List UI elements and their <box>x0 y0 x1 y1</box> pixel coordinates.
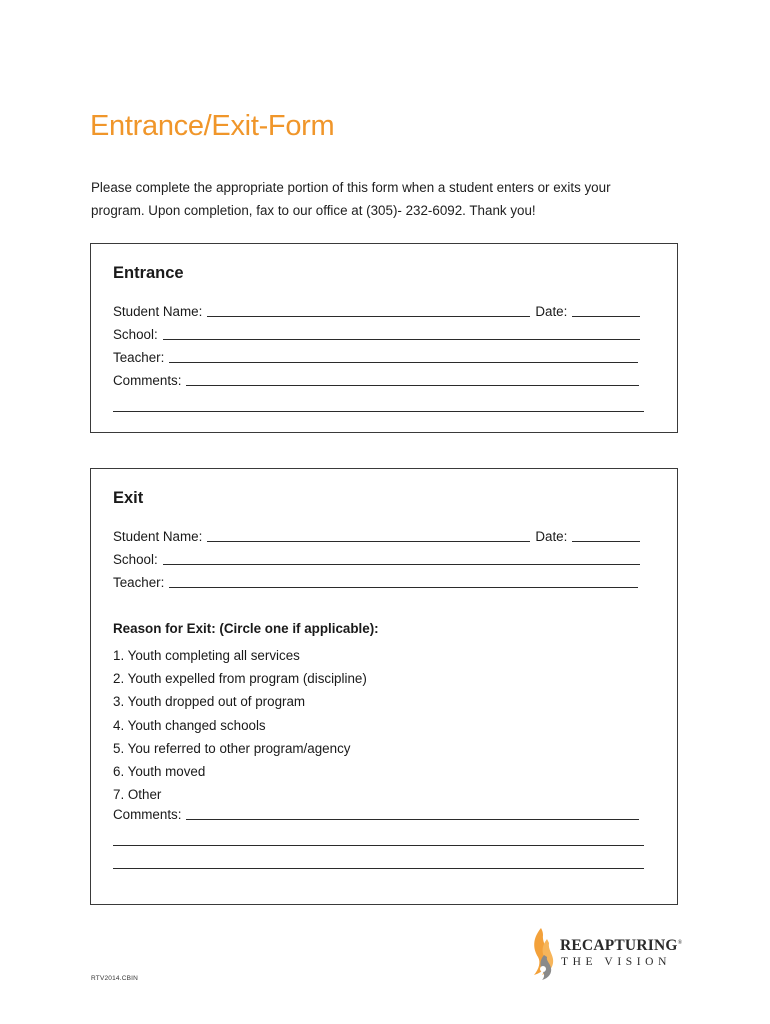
reason-list <box>113 644 367 806</box>
entrance-comments-row <box>113 371 639 389</box>
comments-field[interactable] <box>186 385 639 386</box>
student-name-label: Student Name: <box>113 529 203 544</box>
entrance-section <box>90 243 678 433</box>
student-name-label: Student Name: <box>113 304 203 319</box>
logo-line-1: RECAPTURING <box>560 937 678 954</box>
reason-option[interactable]: 6. Youth moved <box>113 763 206 779</box>
intro-line-1: Please complete the appropriate portion of this form when a student enters or exits your <box>91 180 611 195</box>
school-label: School: <box>113 552 158 567</box>
reason-option[interactable]: 5. You referred to other program/agency <box>113 740 351 756</box>
comments-extra-line[interactable] <box>113 845 644 846</box>
comments-label: Comments: <box>113 807 182 822</box>
logo-line-2: THE VISION <box>561 956 671 968</box>
date-label: Date: <box>535 529 568 544</box>
exit-comments-row <box>113 805 639 823</box>
school-field[interactable] <box>163 564 640 565</box>
teacher-field[interactable] <box>169 587 638 588</box>
logo-wordmark <box>560 937 682 955</box>
exit-teacher-row <box>113 573 638 591</box>
entrance-heading: Entrance <box>113 264 184 282</box>
comments-label: Comments: <box>113 373 182 388</box>
comments-field[interactable] <box>186 819 639 820</box>
exit-school-row <box>113 550 640 568</box>
comments-extra-line[interactable] <box>113 411 644 412</box>
exit-section <box>90 468 678 905</box>
exit-student-name-row <box>113 527 640 545</box>
student-name-field[interactable] <box>207 316 530 317</box>
reason-option[interactable]: 3. Youth dropped out of program <box>113 694 306 710</box>
reason-option[interactable]: 7. Other <box>113 787 162 803</box>
school-label: School: <box>113 327 158 342</box>
reason-option[interactable]: 2. Youth expelled from program (discipline) <box>113 671 367 687</box>
page-title: Entrance/Exit-Form <box>90 110 335 142</box>
intro-text <box>91 176 691 222</box>
teacher-label: Teacher: <box>113 575 165 590</box>
flame-icon <box>530 925 560 980</box>
reason-for-exit-title: Reason for Exit: (Circle one if applicable): <box>113 621 379 636</box>
school-field[interactable] <box>163 339 640 340</box>
entrance-teacher-row <box>113 348 638 366</box>
registered-mark: ® <box>677 939 683 946</box>
date-label: Date: <box>535 304 568 319</box>
recapturing-the-vision-logo <box>530 925 685 980</box>
form-code: RTV2014.CBIN <box>91 975 139 982</box>
intro-line-2: program. Upon completion, fax to our office at (305)- 232-6092. Thank you! <box>91 203 536 218</box>
date-field[interactable] <box>572 541 640 542</box>
student-name-field[interactable] <box>207 541 530 542</box>
reason-option[interactable]: 4. Youth changed schools <box>113 717 266 733</box>
reason-option[interactable]: 1. Youth completing all services <box>113 648 300 663</box>
date-field[interactable] <box>572 316 640 317</box>
teacher-field[interactable] <box>169 362 638 363</box>
entrance-school-row <box>113 325 640 343</box>
entrance-student-name-row <box>113 302 640 320</box>
teacher-label: Teacher: <box>113 350 165 365</box>
comments-extra-line[interactable] <box>113 868 644 869</box>
exit-heading: Exit <box>113 489 144 507</box>
